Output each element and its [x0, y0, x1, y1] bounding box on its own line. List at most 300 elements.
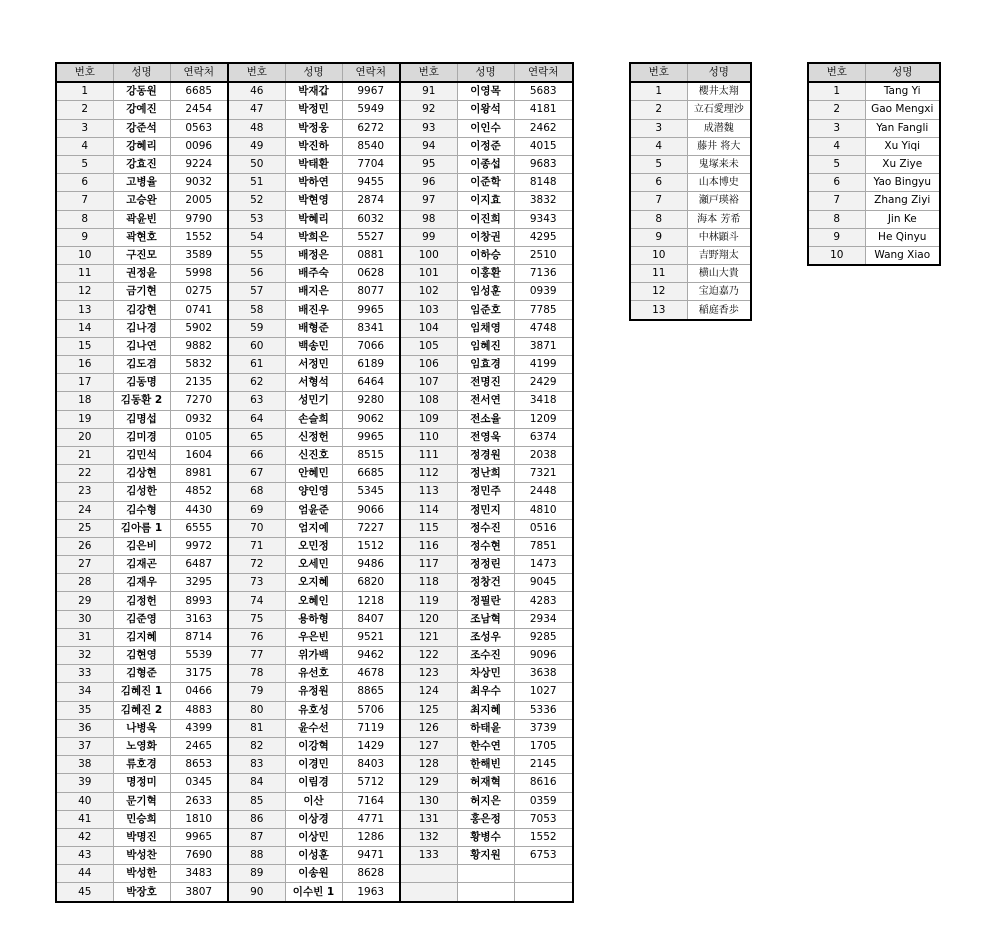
table-row — [56, 719, 573, 737]
row-name: 김동명 — [113, 374, 170, 392]
row-name: 성민기 — [285, 392, 342, 410]
row-phone: 4199 — [514, 356, 573, 374]
row-name: 엄지예 — [285, 519, 342, 537]
row-number: 46 — [228, 82, 285, 101]
row-phone: 1027 — [514, 683, 573, 701]
row-name: 금기현 — [113, 283, 170, 301]
row-number: 114 — [400, 501, 457, 519]
row-phone: 1286 — [342, 828, 400, 846]
chinese-name-table — [807, 62, 941, 266]
table-row — [56, 665, 573, 683]
row-phone: 1209 — [514, 410, 573, 428]
row-phone: 4883 — [170, 701, 228, 719]
table-row — [56, 356, 573, 374]
row-phone: 8148 — [514, 174, 573, 192]
row-phone — [514, 865, 573, 883]
row-number: 117 — [400, 556, 457, 574]
row-number: 71 — [228, 537, 285, 555]
row-name: 안혜민 — [285, 465, 342, 483]
row-name: Yao Bingyu — [865, 174, 940, 192]
table-row — [56, 737, 573, 755]
row-phone: 5998 — [170, 265, 228, 283]
row-number: 127 — [400, 737, 457, 755]
row-name: 전명진 — [457, 374, 514, 392]
row-phone: 1705 — [514, 737, 573, 755]
row-number: 1 — [56, 82, 113, 101]
row-number: 9 — [56, 228, 113, 246]
row-name: 홍은정 — [457, 810, 514, 828]
row-number: 129 — [400, 774, 457, 792]
row-phone: 8540 — [342, 137, 400, 155]
row-name: 이준학 — [457, 174, 514, 192]
row-number: 36 — [56, 719, 113, 737]
row-phone: 9343 — [514, 210, 573, 228]
row-number: 23 — [56, 483, 113, 501]
row-name: 신정헌 — [285, 428, 342, 446]
row-number: 125 — [400, 701, 457, 719]
row-phone: 6555 — [170, 519, 228, 537]
row-number: 41 — [56, 810, 113, 828]
row-number: 8 — [56, 210, 113, 228]
row-name: 허지은 — [457, 792, 514, 810]
row-phone: 4771 — [342, 810, 400, 828]
table-row — [56, 265, 573, 283]
row-phone: 4399 — [170, 719, 228, 737]
row-name: 류호경 — [113, 756, 170, 774]
row-number: 111 — [400, 446, 457, 464]
row-phone: 7785 — [514, 301, 573, 319]
row-phone: 4295 — [514, 228, 573, 246]
row-name: 강예진 — [113, 101, 170, 119]
row-phone: 6685 — [170, 82, 228, 101]
table-row — [56, 574, 573, 592]
row-phone: 1604 — [170, 446, 228, 464]
row-name: 윤수선 — [285, 719, 342, 737]
row-phone: 8616 — [514, 774, 573, 792]
row-number: 113 — [400, 483, 457, 501]
row-name: 김수형 — [113, 501, 170, 519]
row-number: 107 — [400, 374, 457, 392]
row-number: 18 — [56, 392, 113, 410]
row-name: 전영욱 — [457, 428, 514, 446]
header-phone: 연락처 — [170, 63, 228, 82]
row-name: 고병율 — [113, 174, 170, 192]
row-phone: 3832 — [514, 192, 573, 210]
row-phone: 9285 — [514, 628, 573, 646]
row-number: 104 — [400, 319, 457, 337]
row-number: 12 — [630, 283, 687, 301]
row-number: 14 — [56, 319, 113, 337]
row-name: 박정민 — [285, 101, 342, 119]
row-phone: 9066 — [342, 501, 400, 519]
row-name: 成潜魏 — [687, 119, 751, 137]
row-name: 박명진 — [113, 828, 170, 846]
row-number: 70 — [228, 519, 285, 537]
row-phone: 7321 — [514, 465, 573, 483]
row-phone: 7227 — [342, 519, 400, 537]
row-number: 126 — [400, 719, 457, 737]
row-number: 51 — [228, 174, 285, 192]
header-row — [630, 63, 751, 82]
row-number: 116 — [400, 537, 457, 555]
row-number: 1 — [808, 82, 865, 101]
row-name: 이강혁 — [285, 737, 342, 755]
header-name: 성명 — [113, 63, 170, 82]
row-name: 박하연 — [285, 174, 342, 192]
row-phone: 8981 — [170, 465, 228, 483]
row-number: 54 — [228, 228, 285, 246]
row-name: Yan Fangli — [865, 119, 940, 137]
row-phone: 0345 — [170, 774, 228, 792]
row-number: 106 — [400, 356, 457, 374]
row-phone: 8403 — [342, 756, 400, 774]
row-name: 조남혁 — [457, 610, 514, 628]
row-number: 1 — [630, 82, 687, 101]
row-phone: 2874 — [342, 192, 400, 210]
row-name: 최우수 — [457, 683, 514, 701]
row-number: 13 — [630, 301, 687, 320]
row-number: 80 — [228, 701, 285, 719]
row-number: 24 — [56, 501, 113, 519]
row-name: 이정준 — [457, 137, 514, 155]
row-name: 임성훈 — [457, 283, 514, 301]
row-phone: 9790 — [170, 210, 228, 228]
row-name: 용하형 — [285, 610, 342, 628]
row-name: 문기혁 — [113, 792, 170, 810]
header-row — [808, 63, 940, 82]
row-number: 76 — [228, 628, 285, 646]
row-number: 55 — [228, 246, 285, 264]
row-number: 22 — [56, 465, 113, 483]
row-number: 20 — [56, 428, 113, 446]
japanese-name-table — [629, 62, 752, 321]
row-phone: 7136 — [514, 265, 573, 283]
header-num: 번호 — [400, 63, 457, 82]
row-phone: 1429 — [342, 737, 400, 755]
row-phone: 6753 — [514, 847, 573, 865]
row-phone: 9096 — [514, 647, 573, 665]
row-phone: 9032 — [170, 174, 228, 192]
row-number: 19 — [56, 410, 113, 428]
row-number: 93 — [400, 119, 457, 137]
row-name: 김동환 2 — [113, 392, 170, 410]
row-number: 27 — [56, 556, 113, 574]
row-phone: 3589 — [170, 246, 228, 264]
row-name: 박진하 — [285, 137, 342, 155]
row-name: 이왕석 — [457, 101, 514, 119]
table-row — [56, 792, 573, 810]
row-number: 6 — [56, 174, 113, 192]
row-name: 藤井 将大 — [687, 137, 751, 155]
row-name: 박재갑 — [285, 82, 342, 101]
row-name: 강혜리 — [113, 137, 170, 155]
row-number: 69 — [228, 501, 285, 519]
row-phone: 2135 — [170, 374, 228, 392]
table-row — [56, 810, 573, 828]
row-phone: 0628 — [342, 265, 400, 283]
table-row — [56, 246, 573, 264]
row-name: 배정은 — [285, 246, 342, 264]
row-name: 김지혜 — [113, 628, 170, 646]
row-number: 105 — [400, 337, 457, 355]
row-name: 임채영 — [457, 319, 514, 337]
row-phone: 2005 — [170, 192, 228, 210]
row-phone: 9062 — [342, 410, 400, 428]
table-row — [808, 155, 940, 173]
row-name: 이하승 — [457, 246, 514, 264]
row-number — [400, 865, 457, 883]
row-phone: 4181 — [514, 101, 573, 119]
row-number: 2 — [630, 101, 687, 119]
row-name: 이홍환 — [457, 265, 514, 283]
row-phone: 1810 — [170, 810, 228, 828]
row-name: 박성찬 — [113, 847, 170, 865]
row-number: 75 — [228, 610, 285, 628]
table-row — [56, 337, 573, 355]
table-row — [56, 556, 573, 574]
row-number: 132 — [400, 828, 457, 846]
row-number: 10 — [56, 246, 113, 264]
row-name: 정필란 — [457, 592, 514, 610]
korean-contact-table — [55, 62, 574, 903]
row-name: 김명섭 — [113, 410, 170, 428]
row-name: 瀬戸瑛裕 — [687, 192, 751, 210]
row-name: 임혜진 — [457, 337, 514, 355]
row-number: 79 — [228, 683, 285, 701]
row-phone: 6487 — [170, 556, 228, 574]
row-phone: 5683 — [514, 82, 573, 101]
row-phone: 7690 — [170, 847, 228, 865]
row-name: 권정윤 — [113, 265, 170, 283]
row-phone: 2448 — [514, 483, 573, 501]
row-number: 45 — [56, 883, 113, 902]
row-name: 위가백 — [285, 647, 342, 665]
row-phone: 9967 — [342, 82, 400, 101]
row-number: 33 — [56, 665, 113, 683]
row-number: 7 — [808, 192, 865, 210]
table-row — [56, 301, 573, 319]
row-phone: 0932 — [170, 410, 228, 428]
table-row — [56, 82, 573, 101]
table-row — [56, 228, 573, 246]
row-name: 이산 — [285, 792, 342, 810]
row-name: 허재혁 — [457, 774, 514, 792]
row-phone: 7053 — [514, 810, 573, 828]
row-name: 유선호 — [285, 665, 342, 683]
row-phone: 9683 — [514, 155, 573, 173]
table-row — [56, 683, 573, 701]
table-row — [56, 119, 573, 137]
row-phone: 3739 — [514, 719, 573, 737]
row-phone: 0563 — [170, 119, 228, 137]
row-phone: 8714 — [170, 628, 228, 646]
header-row — [56, 63, 573, 82]
row-name: 박장호 — [113, 883, 170, 902]
row-phone: 0939 — [514, 283, 573, 301]
row-number: 72 — [228, 556, 285, 574]
row-name: Zhang Ziyi — [865, 192, 940, 210]
row-number: 101 — [400, 265, 457, 283]
row-phone: 5902 — [170, 319, 228, 337]
header-name: 성명 — [285, 63, 342, 82]
row-phone: 2633 — [170, 792, 228, 810]
header-phone: 연락처 — [514, 63, 573, 82]
row-name: 오세민 — [285, 556, 342, 574]
table-row — [808, 82, 940, 101]
row-phone: 9462 — [342, 647, 400, 665]
row-number: 115 — [400, 519, 457, 537]
row-name: 吉野翔太 — [687, 246, 751, 264]
table-row — [56, 374, 573, 392]
row-number: 26 — [56, 537, 113, 555]
row-name: 박성한 — [113, 865, 170, 883]
row-number: 11 — [56, 265, 113, 283]
row-name: 김아름 1 — [113, 519, 170, 537]
table-row — [56, 592, 573, 610]
row-number: 88 — [228, 847, 285, 865]
header-name: 성명 — [687, 63, 751, 82]
row-phone: 3418 — [514, 392, 573, 410]
row-name: 김상현 — [113, 465, 170, 483]
row-phone: 4678 — [342, 665, 400, 683]
row-name: 김도겸 — [113, 356, 170, 374]
row-name: 김형준 — [113, 665, 170, 683]
row-number: 119 — [400, 592, 457, 610]
row-name: 이림경 — [285, 774, 342, 792]
row-phone: 4430 — [170, 501, 228, 519]
table-row — [56, 410, 573, 428]
row-phone: 2454 — [170, 101, 228, 119]
row-number: 12 — [56, 283, 113, 301]
row-number: 9 — [630, 228, 687, 246]
row-name: 정창건 — [457, 574, 514, 592]
row-number: 77 — [228, 647, 285, 665]
table-row — [56, 756, 573, 774]
row-number: 73 — [228, 574, 285, 592]
row-number: 5 — [56, 155, 113, 173]
row-phone: 8077 — [342, 283, 400, 301]
row-phone: 9045 — [514, 574, 573, 592]
row-phone: 3638 — [514, 665, 573, 683]
row-phone: 6820 — [342, 574, 400, 592]
row-phone: 9972 — [170, 537, 228, 555]
row-phone: 5712 — [342, 774, 400, 792]
row-number: 59 — [228, 319, 285, 337]
row-number: 49 — [228, 137, 285, 155]
row-number: 109 — [400, 410, 457, 428]
row-number: 63 — [228, 392, 285, 410]
table-row — [630, 246, 751, 264]
row-name: 임효경 — [457, 356, 514, 374]
row-number: 94 — [400, 137, 457, 155]
row-name: 강동원 — [113, 82, 170, 101]
row-name: 김미경 — [113, 428, 170, 446]
row-number: 85 — [228, 792, 285, 810]
row-number: 29 — [56, 592, 113, 610]
row-name: 이상민 — [285, 828, 342, 846]
row-number: 9 — [808, 228, 865, 246]
table-row — [56, 501, 573, 519]
row-number: 99 — [400, 228, 457, 246]
row-phone: 0359 — [514, 792, 573, 810]
row-number: 48 — [228, 119, 285, 137]
row-number: 53 — [228, 210, 285, 228]
row-name: 조성우 — [457, 628, 514, 646]
row-phone: 9455 — [342, 174, 400, 192]
table-row — [630, 101, 751, 119]
row-number: 120 — [400, 610, 457, 628]
table-row — [56, 174, 573, 192]
row-name: 황지원 — [457, 847, 514, 865]
table-row — [808, 119, 940, 137]
row-number: 121 — [400, 628, 457, 646]
row-number: 68 — [228, 483, 285, 501]
table-row — [630, 228, 751, 246]
table-row — [808, 101, 940, 119]
row-name: 서정민 — [285, 356, 342, 374]
row-number: 123 — [400, 665, 457, 683]
row-name: 정수현 — [457, 537, 514, 555]
row-name: 정민지 — [457, 501, 514, 519]
row-number: 37 — [56, 737, 113, 755]
row-number: 87 — [228, 828, 285, 846]
row-phone: 1963 — [342, 883, 400, 902]
row-number: 130 — [400, 792, 457, 810]
row-name: 유호성 — [285, 701, 342, 719]
header-name: 성명 — [457, 63, 514, 82]
row-number: 4 — [808, 137, 865, 155]
row-name: 손슬희 — [285, 410, 342, 428]
row-number: 57 — [228, 283, 285, 301]
row-number: 7 — [56, 192, 113, 210]
row-phone: 8865 — [342, 683, 400, 701]
table-row — [56, 319, 573, 337]
row-number: 81 — [228, 719, 285, 737]
table-row — [808, 246, 940, 265]
row-phone: 9471 — [342, 847, 400, 865]
row-phone: 8515 — [342, 446, 400, 464]
row-name: 이창권 — [457, 228, 514, 246]
row-number: 90 — [228, 883, 285, 902]
row-name: 우은빈 — [285, 628, 342, 646]
row-number: 31 — [56, 628, 113, 646]
table-row — [56, 155, 573, 173]
header-num: 번호 — [228, 63, 285, 82]
row-name: 中林顕斗 — [687, 228, 751, 246]
row-phone: 3483 — [170, 865, 228, 883]
row-phone: 6032 — [342, 210, 400, 228]
table-row — [56, 465, 573, 483]
row-name: 横山大貴 — [687, 265, 751, 283]
row-number: 40 — [56, 792, 113, 810]
row-name: 신진호 — [285, 446, 342, 464]
row-number: 21 — [56, 446, 113, 464]
row-name: 김정헌 — [113, 592, 170, 610]
row-number: 65 — [228, 428, 285, 446]
table-row — [808, 228, 940, 246]
row-number: 52 — [228, 192, 285, 210]
row-phone: 2510 — [514, 246, 573, 264]
row-name: 이진희 — [457, 210, 514, 228]
row-phone: 5527 — [342, 228, 400, 246]
row-phone: 6374 — [514, 428, 573, 446]
row-phone: 8993 — [170, 592, 228, 610]
table-row — [56, 101, 573, 119]
row-name: 고승완 — [113, 192, 170, 210]
row-number: 25 — [56, 519, 113, 537]
row-phone: 2429 — [514, 374, 573, 392]
table-row — [630, 119, 751, 137]
